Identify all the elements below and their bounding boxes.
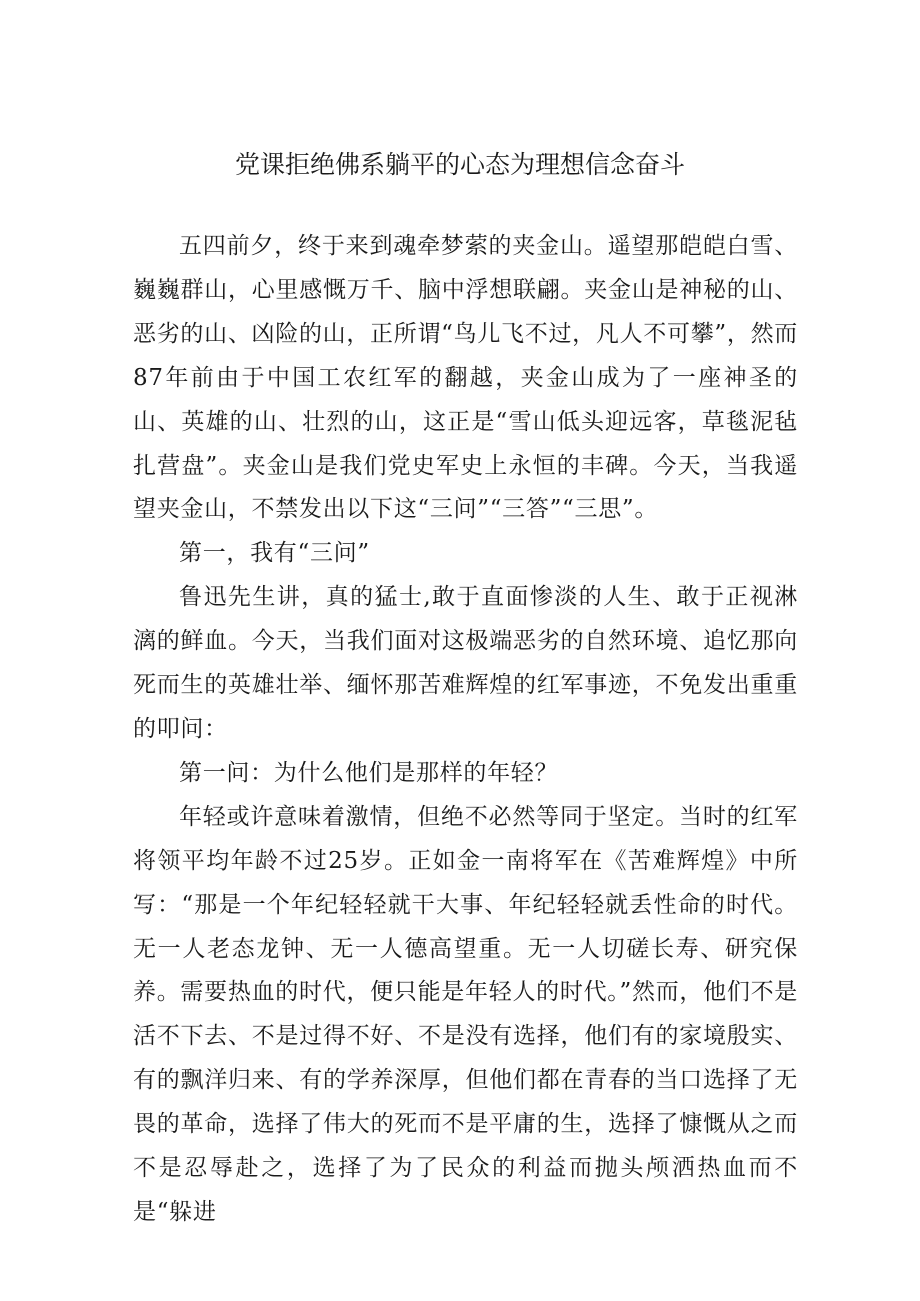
paragraph-youth: 年轻或许意味着激情，但绝不必然等同于坚定。当时的红军将领平均年龄不过25岁。正如金一南将军在《苦难辉煌》中所写：“那是一个年纪轻轻就干大事、年纪轻轻就丢性命的时代。无一人老态龙钟、无一人德高望重。无一人切磋长寿、研究保养。需要热血的时代，便只能是年轻人的时代。”然而，他们不是活不下去、不是过得不好、不是没有选择，他们有的家境殷实、有的飘洋归来、有的学养深厚，但他们都在青春的当口选择了无畏的革命，选择了伟大的死而不是平庸的生，选择了慷慨从之而不是忍辱赴之，选择了为了民众的利益而抛头颅洒热血而不是“躲进 (133, 803, 798, 1225)
paragraph-intro: 五四前夕，终于来到魂牵梦萦的夹金山。遥望那皑皑白雪、巍巍群山，心里感慨万千、脑中浮想联翩。夹金山是神秘的山、恶劣的山、凶险的山，正所谓“鸟儿飞不过，凡人不可攀”，然而87年前由于中国工农红军的翻越，夹金山成为了一座神圣的山、英雄的山、壮烈的山，这正是“雪山低头迎远客，草毯泥毡扎营盘”。夹金山是我们党史军史上永恒的丰碑。今天，当我遥望夹金山，不禁发出以下这“三问”“三答”“三思”。 (133, 233, 798, 523)
document-title: 党课拒绝佛系躺平的心态为理想信念奋斗 (234, 150, 685, 179)
question-heading-first: 第一问：为什么他们是那样的年轻？ (179, 759, 559, 786)
section-heading-three-questions: 第一，我有“三问” (179, 540, 370, 567)
document-body (133, 225, 798, 1235)
paragraph-luxun-quote: 鲁迅先生讲，真的猛士,敢于直面惨淡的人生、敢于正视淋漓的鲜血。今天，当我们面对这极端恶劣的自然环境、追忆那向死而生的英雄壮举、缅怀那苦难辉煌的红军事迹，不免发出重重的叩问： (133, 584, 798, 742)
